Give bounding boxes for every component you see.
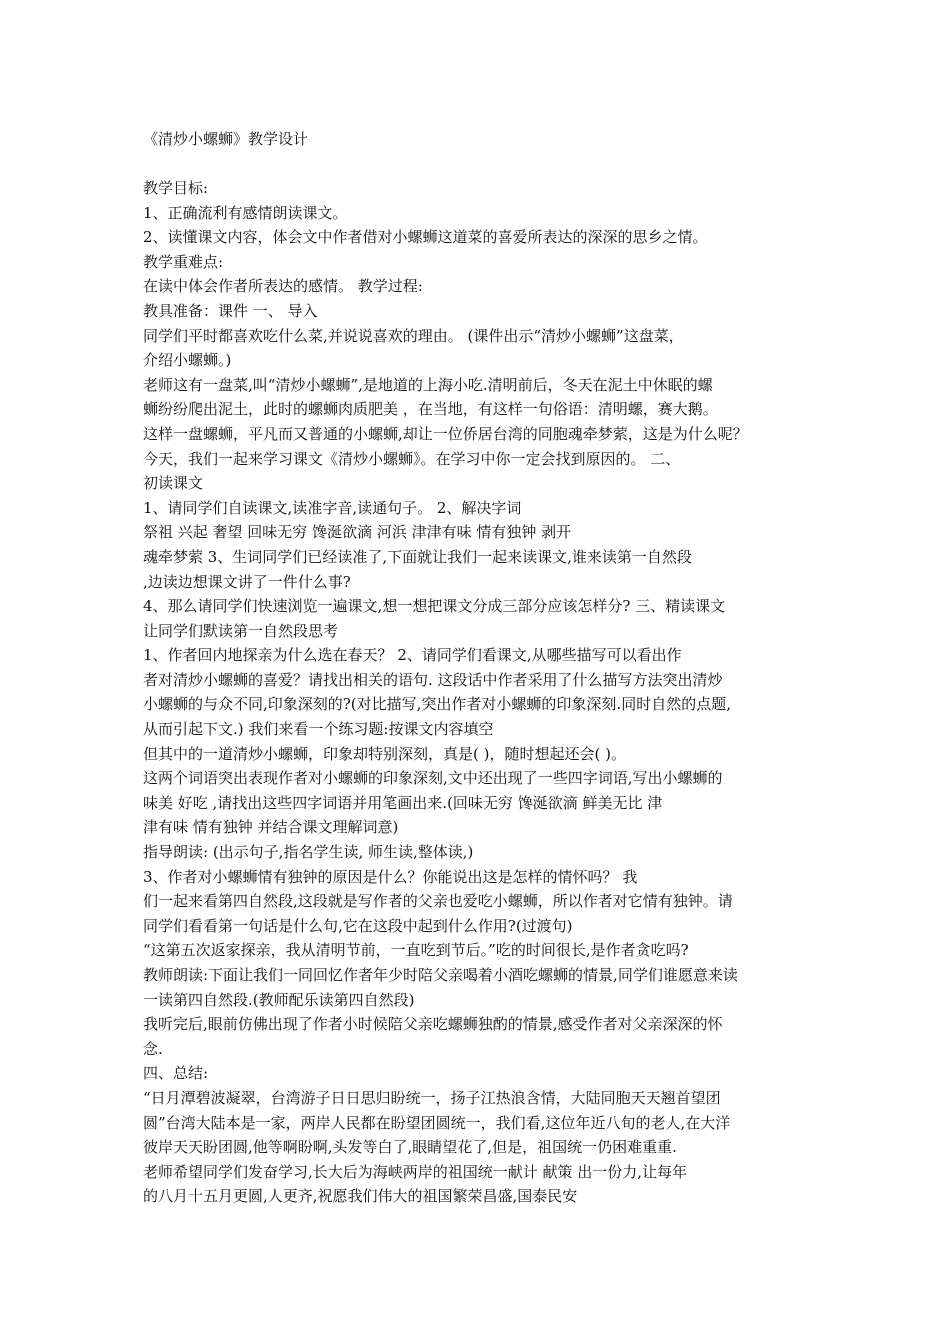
text-line: 的八月十五月更圆,人更齐,祝愿我们伟大的祖国繁荣昌盛,国泰民安 [143, 1187, 578, 1206]
text-line: “日月潭碧波凝翠，台湾游子日日思归盼统一，扬子江热浪含情，大陆同胞天天翘首望团 [143, 1088, 721, 1107]
text-line: “这第五次返家探亲，我从清明节前，一直吃到节后。”吃的时间很长,是作者贪吃吗? [143, 941, 689, 960]
document-body [143, 176, 811, 1209]
text-line: 但其中的一道清炒小螺蛳，印象却特别深刻，真是( )，随时想起还会( )。 [143, 744, 626, 763]
text-line: 教学目标: [143, 179, 209, 197]
text-line: 圆”台湾大陆本是一家，两岸人民都在盼望团圆统一，我们看,这位年近八旬的老人,在大洋 [143, 1113, 731, 1132]
text-line: 教师朗读:下面让我们一同回忆作者年少时陪父亲喝着小酒吃螺蛳的情景,同学们谁愿意来读 [143, 966, 738, 984]
text-line: 让同学们默读第一自然段思考 [143, 621, 339, 640]
text-line: 我听完后,眼前仿佛出现了作者小时候陪父亲吃螺蛳独酌的情景,感受作者对父亲深深的怀 [143, 1015, 723, 1034]
text-line: 同学们看看第一句话是什么句,它在这段中起到什么作用?(过渡句) [143, 916, 573, 935]
text-line: 指导朗读: (出示句子,指名学生读, 师生读,整体读,) [143, 843, 474, 862]
text-line: 教具准备：课件 一、 导入 [143, 301, 318, 320]
text-line: 这两个词语突出表现作者对小螺蛳的印象深刻,文中还出现了一些四字词语,写出小螺蛳的 [143, 769, 723, 788]
text-line: 初读课文 [143, 474, 204, 493]
text-line: 4、那么请同学们快速浏览一遍课文,想一想把课文分成三部分应该怎样分? 三、精读课文 [143, 597, 726, 616]
text-line: 介绍小螺蛳。) [143, 351, 232, 370]
text-line: 彼岸天天盼团圆,他等啊盼啊,头发等白了,眼睛望花了,但是，祖国统一仍困难重重. [143, 1138, 677, 1157]
text-line: 小螺蛳的与众不同,印象深刻的?(对比描写,突出作者对小螺蛳的印象深刻.同时自然的点题, [143, 695, 731, 714]
text-line: 一读第四自然段.(教师配乐读第四自然段) [143, 990, 415, 1009]
text-line: 津有味 情有独钟 并结合课文理解词意) [143, 818, 399, 837]
text-line: 同学们平时都喜欢吃什么菜,并说说喜欢的理由。 (课件出示“清炒小螺蛳”这盘菜， [143, 326, 684, 345]
text-line: 2、读懂课文内容，体会文中作者借对小螺蛳这道菜的喜爱所表达的深深的思乡之情。 [143, 228, 708, 247]
text-line: 念. [143, 1039, 163, 1058]
text-line: 蛳纷纷爬出泥土，此时的螺蛳肉质肥美 ，在当地，有这样一句俗语：清明螺，赛大鹅。 [143, 400, 718, 419]
text-line: 3、作者对小螺蛳情有独钟的原因是什么？你能说出这是怎样的情怀吗？ 我 [143, 867, 638, 886]
text-line: 者对清炒小螺蛳的喜爱？请找出相关的语句. 这段话中作者采用了什么描写方法突出清炒 [143, 670, 723, 689]
text-line: 四、总结: [143, 1064, 209, 1083]
document-title: 《清炒小螺蛳》教学设计 [143, 130, 309, 148]
text-line: 祭祖 兴起 奢望 回味无穷 馋涎欲滴 河浜 津津有味 情有独钟 剥开 [143, 523, 572, 542]
text-line: 教学重难点: [143, 252, 224, 271]
text-line: 老师希望同学们发奋学习,长大后为海峡两岸的祖国统一献计 献策 出一份力,让每年 [143, 1162, 688, 1181]
text-line: 味美 好吃 ,请找出这些四字词语并用笔画出来.(回味无穷 馋涎欲滴 鲜美无比 津 [143, 793, 663, 812]
text-line: 从而引起下文.) 我们来看一个练习题:按课文内容填空 [143, 720, 494, 739]
text-line: 魂牵梦萦 3、生词同学们已经读准了,下面就让我们一起来读课文,谁来读第一自然段 [143, 547, 692, 566]
text-line: 们一起来看第四自然段,这段就是写作者的父亲也爱吃小螺蛳，所以作者对它情有独钟。请 [143, 892, 733, 911]
text-line: 今天，我们一起来学习课文《清炒小螺蛳》。在学习中你一定会找到原因的。 二、 [143, 449, 681, 468]
text-line: 1、作者回内地探亲为什么选在春天？ 2、请同学们看课文,从哪些描写可以看出作 [143, 646, 682, 665]
text-line: 老师这有一盘菜,叫“清炒小螺蛳”,是地道的上海小吃.清明前后，冬天在泥土中休眠的螺 [143, 375, 713, 394]
text-line: ,边读边想课文讲了一件什么事? [143, 572, 351, 591]
text-line: 1、正确流利有感情朗读课文。 [143, 203, 348, 222]
text-line: 这样一盘螺蛳，平凡而又普通的小螺蛳,却让一位侨居台湾的同胞魂牵梦萦，这是为什么呢？ [143, 424, 748, 443]
text-line: 1、请同学们自读课文,读准字音,读通句子。 2、解决字词 [143, 498, 522, 517]
text-line: 在读中体会作者所表达的感情。 教学过程: [143, 277, 423, 296]
